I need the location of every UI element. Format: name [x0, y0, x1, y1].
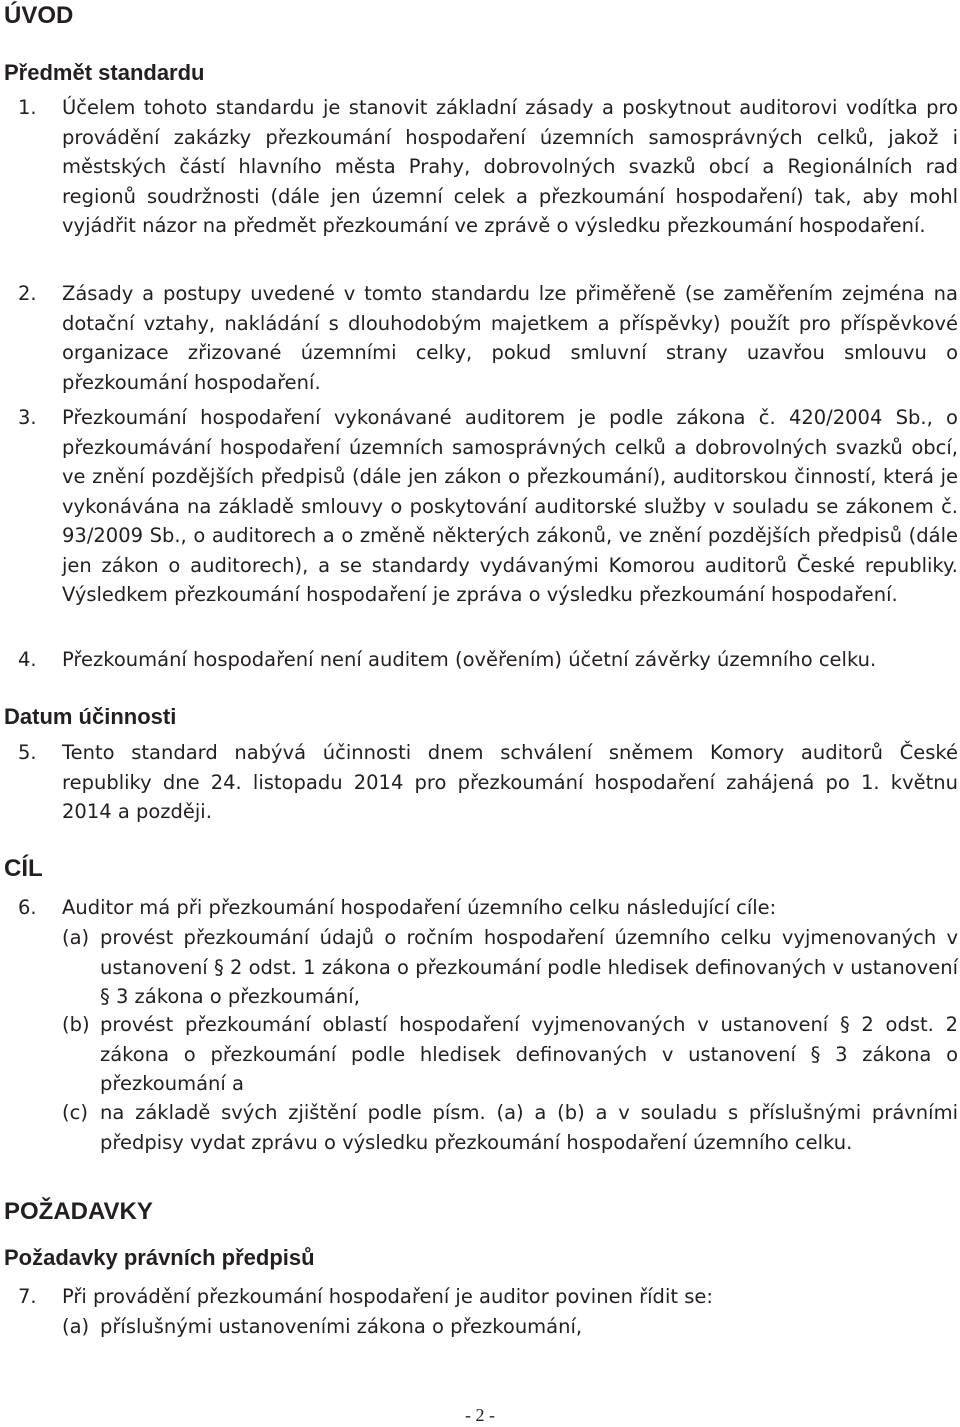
- item-text: Přezkoumání hospodaření vykonávané auditorem je podle zákona č. 420/2004 Sb., o přezkoumávání hospodaření územních samosprávných celků a dobrovolných svazků obcí, ve znění pozdějších předpisů (dále jen zákon o přezkoumání), auditorskou činností, která je vykonávána na základě smlouvy o poskytování auditorské služby v souladu se zákonem č. 93/2009 Sb., o auditorech a o změně některých zákonů, ve znění pozdějších předpisů (dále jen zákon o auditorech), a se standardy vydávanými Komorou auditorů České republiky. Výsledkem přezkoumání hospodaření je zpráva o výsledku přezkoumání hospodaření.: [62, 406, 958, 606]
- item-text: Tento standard nabývá účinnosti dnem schválení sněmem Komory auditorů České republiky dne 24. listopadu 2014 pro přezkoumání hospodaření zahájená po 1. květnu 2014 a později.: [62, 741, 958, 823]
- section-heading-requirements: POŽADAVKY: [4, 1198, 153, 1225]
- item-number: 7.: [18, 1285, 37, 1308]
- subitem-label: (b): [62, 1013, 90, 1036]
- item-number: 5.: [18, 741, 37, 764]
- subheading-legal-requirements: Požadavky právních předpisů: [4, 1245, 315, 1270]
- item-number: 2.: [18, 282, 37, 305]
- subheading-effective-date: Datum účinnosti: [4, 704, 177, 729]
- section-heading-intro: ÚVOD: [4, 2, 74, 29]
- item-number: 6.: [18, 896, 37, 919]
- item-text: Auditor má při přezkoumání hospodaření územního celku následující cíle:: [62, 896, 777, 919]
- subitem-label: (a): [62, 926, 90, 949]
- section-heading-goal: CÍL: [4, 855, 43, 882]
- item-text: Účelem tohoto standardu je stanovit základní zásady a poskytnout auditorovi vodítka pro provádění zakázky přezkoumání hospodaření územních samosprávných celků, jakož i městských částí hlavního města Prahy, dobrovolných svazků obcí a Regionálních rad regionů soudržnosti (dále jen územní celek a přezkoumání hospodaření) tak, aby mohl vyjádřit názor na předmět přezkoumání ve zprávě o výsledku přezkoumání hospodaření.: [62, 96, 958, 237]
- item-text: Zásady a postupy uvedené v tomto standardu lze přiměřeně (se zaměřením zejména na dotační vztahy, nakládání s dlouhodobým majetkem a příspěvky) použít pro příspěvkové organizace zřizované územními celky, pokud smluvní strany uzavřou smlouvu o přezkoumání hospodaření.: [62, 282, 958, 394]
- item-number: 4.: [18, 648, 37, 671]
- subitem-text: na základě svých zjištění podle písm. (a) a (b) a v souladu s příslušnými právními předpisy vydat zprávu o výsledku přezkoumání hospodaření územního celku.: [100, 1101, 958, 1154]
- subheading-subject: Předmět standardu: [4, 60, 205, 85]
- item-text: Při provádění přezkoumání hospodaření je auditor povinen řídit se:: [62, 1285, 713, 1308]
- subitem-label: (a): [62, 1315, 90, 1338]
- subitem-text: provést přezkoumání údajů o ročním hospodaření územního celku vyjmenovaných v ustanovení § 2 odst. 1 zákona o přezkoumání podle hledisek definovaných v ustanovení § 3 zákona o přezkoumání,: [100, 926, 958, 1008]
- page-number: - 2 -: [465, 1405, 495, 1425]
- item-number: 1.: [18, 96, 37, 119]
- item-number: 3.: [18, 406, 37, 429]
- subitem-text: příslušnými ustanoveními zákona o přezkoumání,: [100, 1315, 583, 1338]
- subitem-text: provést přezkoumání oblastí hospodaření vyjmenovaných v ustanovení § 2 odst. 2 zákona o přezkoumání podle hledisek definovaných v ustanovení § 3 zákona o přezkoumání a: [100, 1013, 958, 1095]
- item-text: Přezkoumání hospodaření není auditem (ověřením) účetní závěrky územního celku.: [62, 648, 877, 671]
- subitem-label: (c): [62, 1101, 88, 1124]
